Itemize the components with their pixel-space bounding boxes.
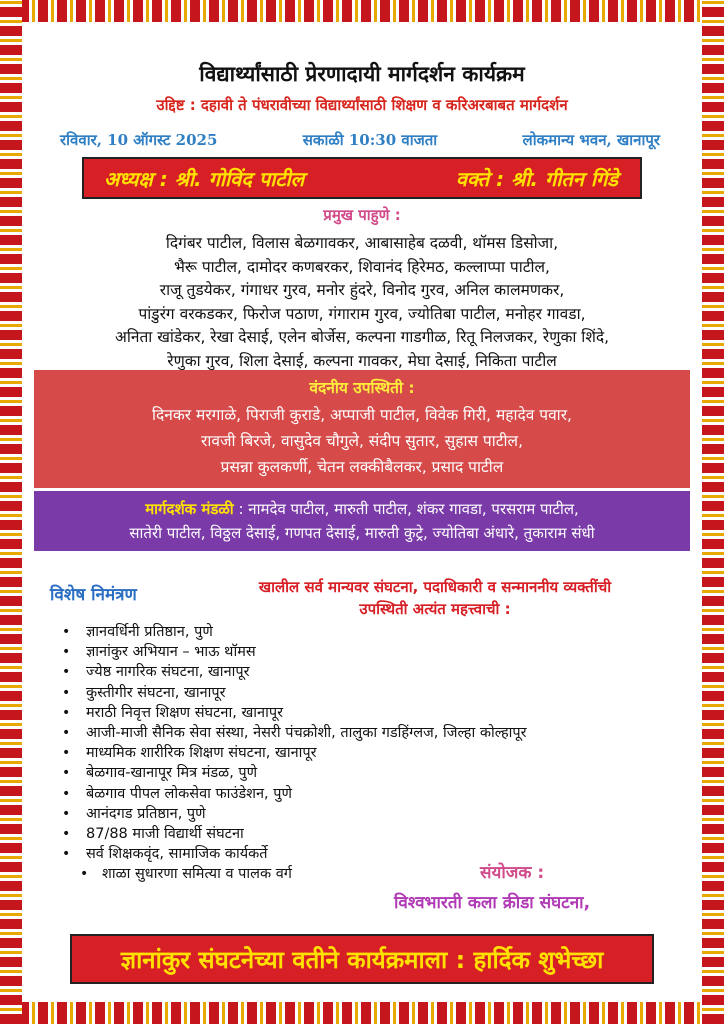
special-intro-line: खालील सर्व मान्यवर संघटना, पदाधिकारी व सन्माननीय व्यक्तींची: [258, 578, 612, 596]
purpose-line: उद्दिष्ट : दहावी ते पंधरावीच्या विद्यार्थ्यांसाठी शिक्षण व करिअरबाबत मार्गदर्शन: [156, 96, 568, 114]
reverence-line: दिनकर मरगाळे, पिराजी कुराडे, अप्पाजी पाटील, विवेक गिरी, महादेव पवार,: [152, 406, 572, 424]
list-item: • आजी-माजी सैनिक सेवा संस्था, नेसरी पंचक्रोशी, तालुका गडहिंग्लज, जिल्हा कोल्हापूर: [62, 723, 662, 743]
decorative-border-top: [0, 0, 724, 22]
decorative-border-bottom: [0, 1002, 724, 1024]
list-item: • 87/88 माजी विद्यार्थी संघटना: [62, 824, 662, 844]
special-invitation-intro: [200, 576, 670, 620]
chief-guests-line: अनिता खांडेकर, रेखा देसाई, एलेन बोर्जेस, कल्पना गाडगीळ, रितू निलजकर, रेणुका शिंदे,: [114, 328, 610, 346]
list-item: • ज्ञानांकुर अभियान – भाऊ थॉमस: [62, 642, 662, 662]
event-time: सकाळी 10:30 वाजता: [302, 131, 438, 149]
chief-guests-line: भैरू पाटील, दामोदर कणबरकर, शिवानंद हिरेमठ, कल्लाप्पा पाटील,: [174, 257, 550, 276]
list-item: • बेळगाव-खानापूर मित्र मंडळ, पुणे: [62, 763, 662, 783]
president-speaker-banner: [82, 157, 642, 199]
page-title: विद्यार्थ्यांसाठी प्रेरणादायी मार्गदर्शन कार्यक्रम: [199, 62, 525, 86]
reverence-heading: वंदनीय उपस्थिती :: [309, 379, 415, 397]
list-item: • आनंदगड प्रतिष्ठान, पुणे: [62, 804, 662, 824]
event-venue: लोकमान्य भवन, खानापूर: [522, 131, 660, 149]
reverence-list: [34, 402, 690, 480]
organizer-heading: संयोजक :: [480, 863, 545, 883]
organizer-name: विश्वभारती कला क्रीडा संघटना,: [394, 893, 591, 913]
guidance-heading: मार्गदर्शक मंडळी: [145, 500, 234, 518]
chief-guests-line: दिगंबर पाटील, विलास बेळगावकर, आबासाहेब दळवी, थॉमस डिसोजा,: [165, 234, 559, 252]
list-item: • ज्ञानवर्धिनी प्रतिष्ठान, पुणे: [62, 622, 662, 642]
list-item: • सर्व शिक्षकवृंद, सामाजिक कार्यकर्ते: [62, 844, 662, 864]
guidance-names-1: : नामदेव पाटील, मारुती पाटील, शंकर गावडा, परसराम पाटील,: [233, 500, 579, 518]
chief-guests-list: [40, 232, 684, 373]
list-item: • माध्यमिक शारीरिक शिक्षण संघटना, खानापूर: [62, 743, 662, 763]
chief-guests-line: पांडुरंग वरकडकर, फिरोज पठाण, गंगाराम गुरव, ज्योतिबा पाटील, मनोहर गावडा,: [138, 304, 586, 323]
chief-guests-heading: प्रमुख पाहुणे :: [323, 206, 401, 224]
speaker: वक्ते : श्री. गीतन गिंडे: [455, 166, 618, 191]
decorative-border-left: [0, 0, 22, 1024]
chief-guests-line: रेणुका गुरव, शिला देसाई, कल्पना गावकर, मेघा देसाई, निकिता पाटील: [167, 351, 557, 370]
list-item: • बेळगाव पीपल लोकसेवा फाउंडेशन, पुणे: [62, 784, 662, 804]
list-item: • कुस्तीगीर संघटना, खानापूर: [62, 683, 662, 703]
reverence-line: प्रसन्ना कुलकर्णी, चेतन लक्कीबैलकर, प्रसाद पाटील: [220, 458, 504, 476]
chief-guests-line: राजू तुडयेकर, गंगाधर गुरव, मनोर हुंदरे, विनोद गुरव, अनिल कालमणकर,: [159, 281, 565, 299]
reverence-section: [34, 370, 690, 488]
guidance-section: [34, 491, 690, 551]
event-date: रविवार, 10 ऑगस्ट 2025: [60, 131, 218, 149]
invitation-list: [62, 622, 662, 885]
special-intro-line: उपस्थिती अत्यंत महत्त्वाची :: [359, 600, 511, 618]
guidance-line: [34, 497, 690, 521]
decorative-border-right: [702, 0, 724, 1024]
list-item: • मराठी निवृत्त शिक्षण संघटना, खानापूर: [62, 703, 662, 723]
event-details: [60, 130, 660, 150]
list-item: • ज्येष्ठ नागरिक संघटना, खानापूर: [62, 662, 662, 682]
president: अध्यक्ष : श्री. गोविंद पाटील: [104, 166, 305, 191]
guidance-names-2: सातेरी पाटील, विठ्ठल देसाई, गणपत देसाई, मारुती कुट्रे, ज्योतिबा अंधारे, तुकाराम संधी: [129, 524, 595, 542]
footer-banner: ज्ञानांकुर संघटनेच्या वतीने कार्यक्रमाला : हार्दिक शुभेच्छा: [70, 934, 654, 984]
list-sub-item: • शाळा सुधारणा समित्या व पालक वर्ग: [62, 864, 662, 884]
reverence-line: रावजी बिरजे, वासुदेव चौगुले, संदीप सुतार, सुहास पाटील,: [201, 432, 523, 450]
special-invitation-heading: विशेष निमंत्रण: [50, 585, 137, 605]
